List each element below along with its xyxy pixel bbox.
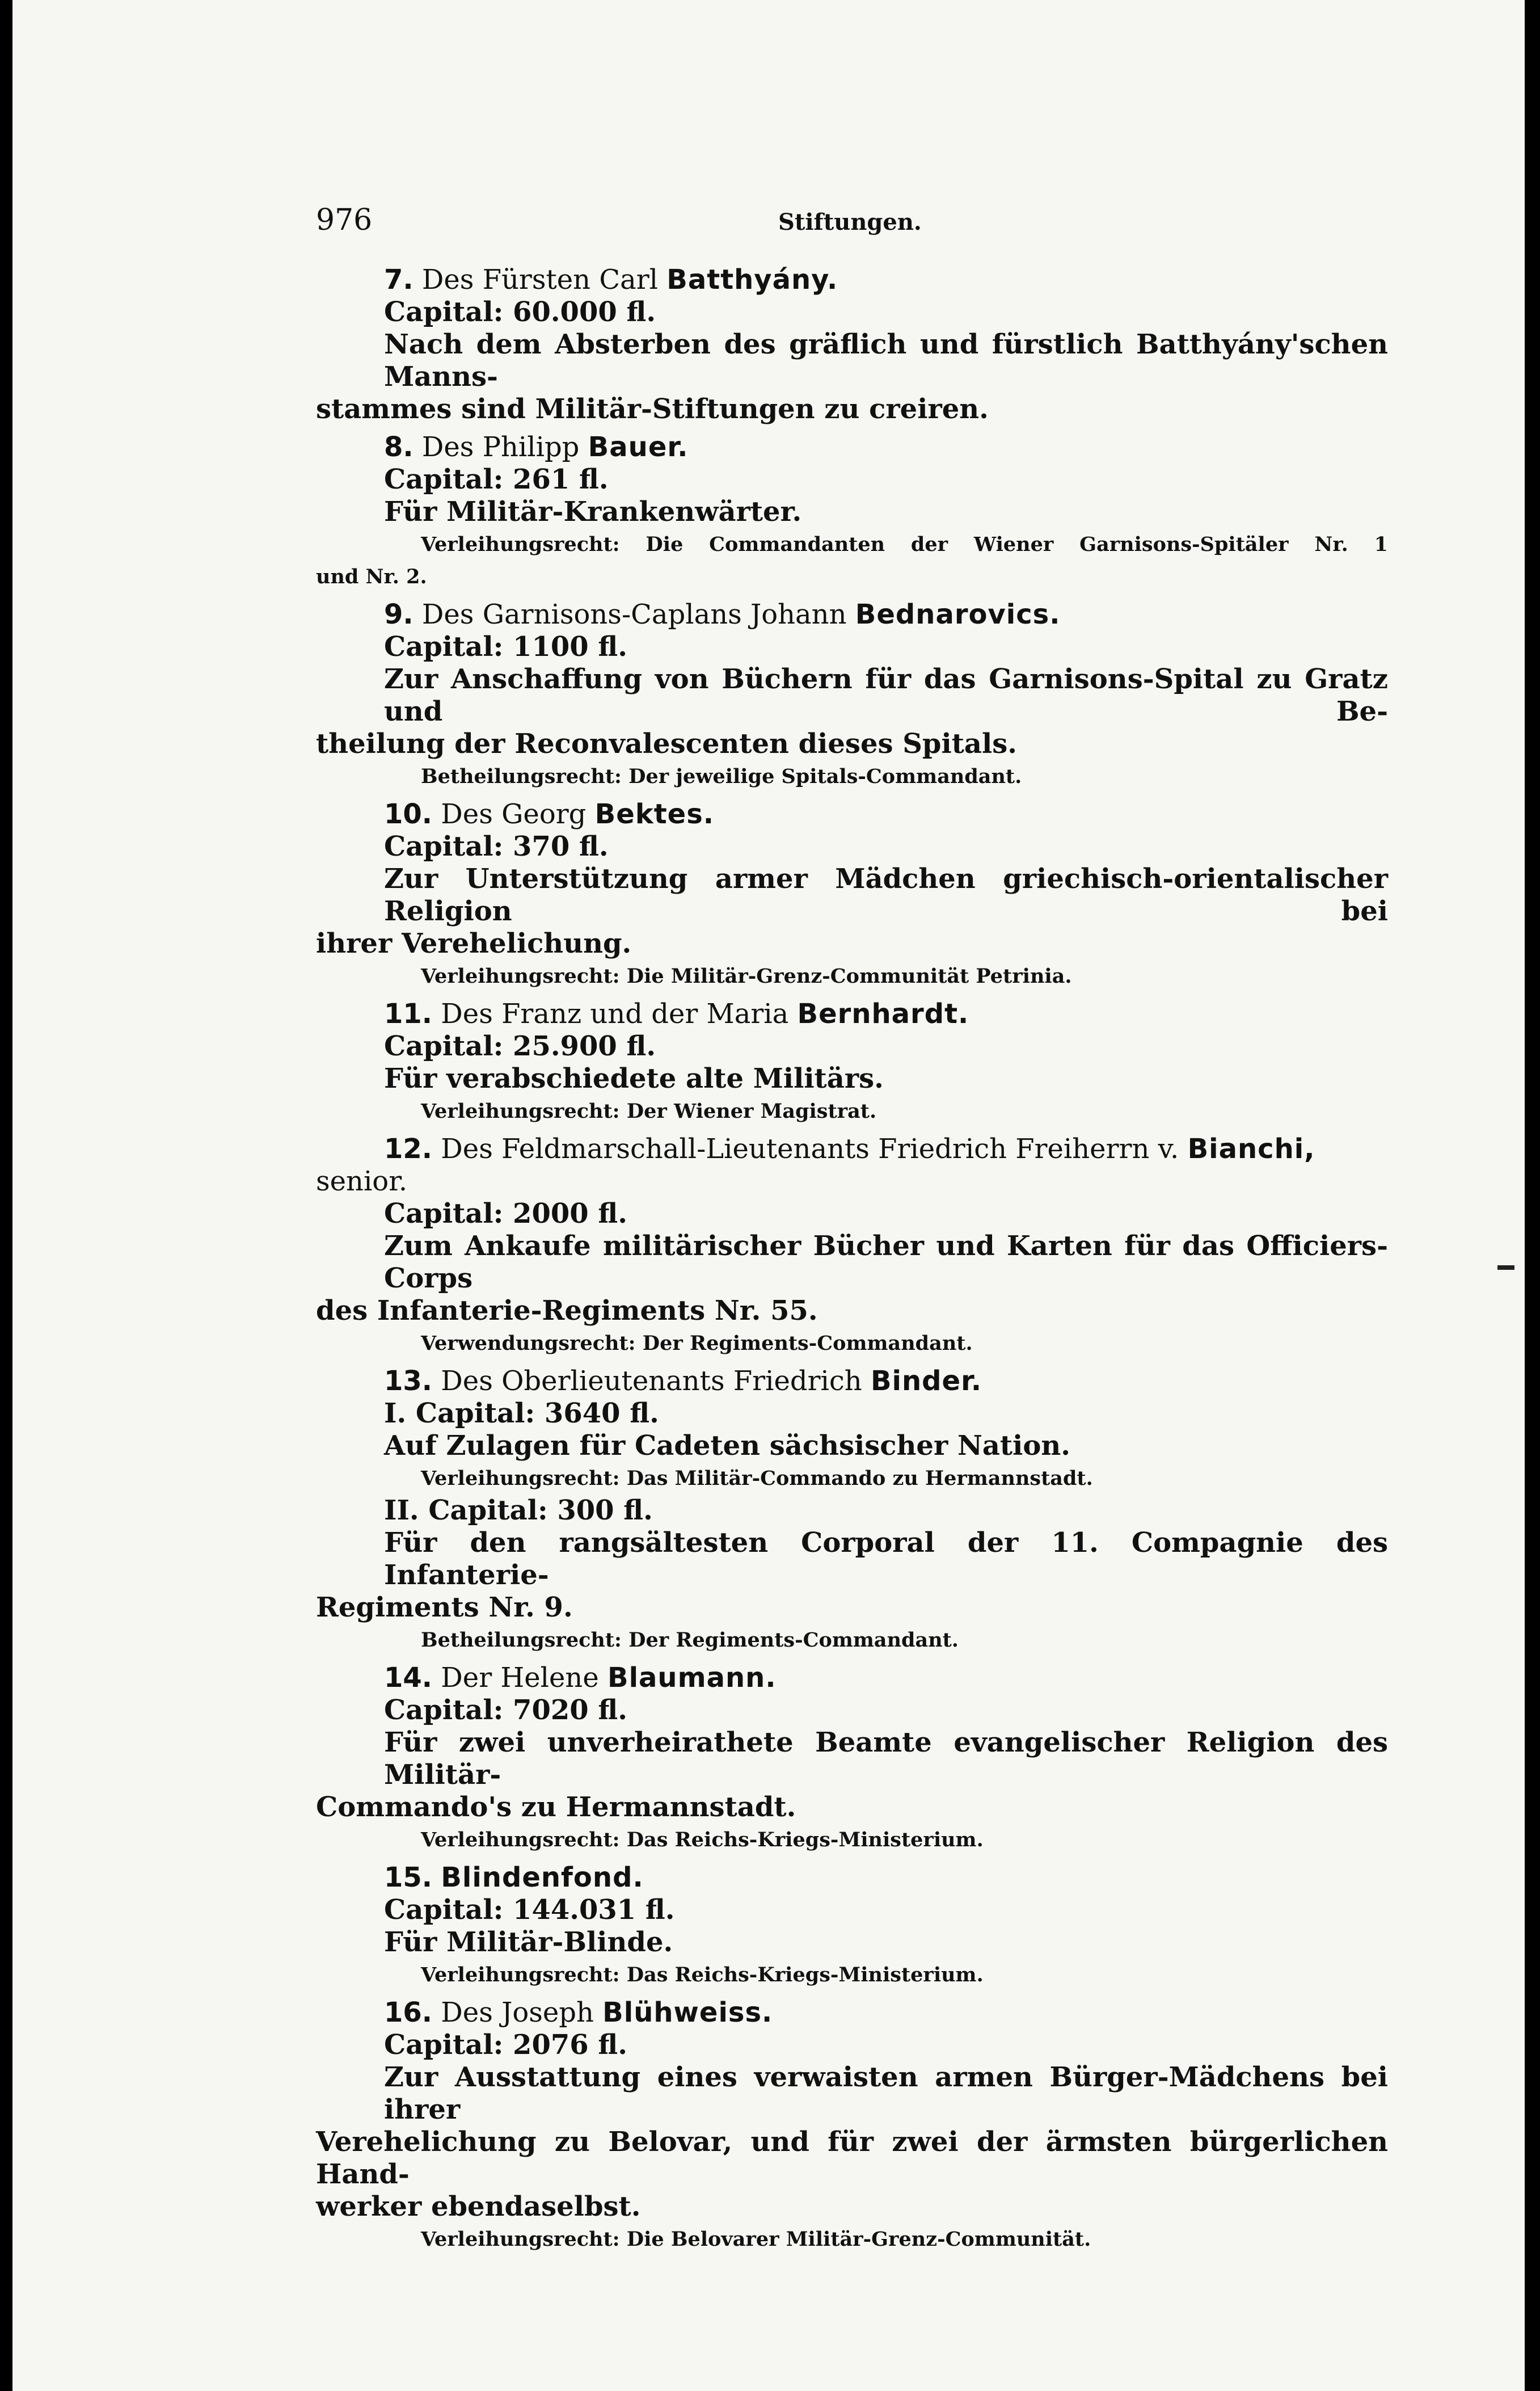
entry-title [316,1133,1388,1165]
entry-number: 16. [384,1997,433,2028]
entry-purpose: Zum Ankaufe militärischer Bücher und Karten für das Officiers-Corps [384,1230,1388,1294]
entry-number: 14. [384,1662,433,1694]
entry-capital: Capital: 1100 fl. [384,631,627,663]
entry-title-prefix: Des Garnisons-Caplans Johann [421,599,847,630]
entry-title [316,1997,1388,2029]
entry-purpose: Regiments Nr. 9. [316,1592,573,1623]
entry-number: 7. [384,264,414,296]
entry-title [316,798,1388,831]
entry-name: Bektes. [594,798,715,830]
entry-title-prefix: Des Feldmarschall-Lieutenants Friedrich Freiherrn v. [441,1133,1179,1165]
entry-title [316,1662,1388,1694]
entry-title-prefix: Des Philipp [421,431,580,463]
entry-title-prefix: Der Helene [441,1662,599,1694]
entry-purpose: Nach dem Absterben des gräflich und fürstlich Batthyány'schen Manns- [384,329,1388,393]
entry-title-prefix: Des Joseph [441,1997,594,2028]
entry-capital: II. Capital: 300 fl. [384,1495,653,1526]
entry-right: Verleihungsrecht: Die Belovarer Militär-Grenz-Communität. [421,2228,1091,2251]
entry-purpose: Zur Ausstattung eines verwaisten armen Bürger-Mädchens bei ihrer [384,2061,1388,2125]
entry-right: Verwendungsrecht: Der Regiments-Commandant. [421,1332,973,1355]
entry-name: Blindenfond. [441,1862,644,1893]
page-number: 976 [316,203,373,237]
entry-number: 10. [384,798,433,830]
entry-12 [316,1133,1388,1359]
entry-purpose: Zur Unterstützung armer Mädchen griechisch-orientalischer Religion bei [384,863,1388,927]
entry-name: Batthyány. [666,264,838,296]
entry-capital: Capital: 370 fl. [384,831,609,862]
entry-capital: I. Capital: 3640 fl. [384,1397,659,1429]
entry-15 [316,1862,1388,1991]
entry-title-prefix: Des Franz und der Maria [441,998,789,1030]
entry-number: 9. [384,599,414,630]
entry-name: Bernhardt. [797,998,969,1030]
entry-capital: Capital: 144.031 fl. [384,1894,675,1926]
entry-right: Verleihungsrecht: Das Reichs-Kriegs-Ministerium. [421,1963,984,1986]
entry-name: Bednarovics. [855,599,1061,630]
entry-title [316,998,1388,1030]
entry-purpose: des Infanterie-Regiments Nr. 55. [316,1295,818,1327]
entry-number: 15. [384,1862,433,1893]
entry-purpose: Für den rangsältesten Corporal der 11. Compagnie des Infanterie- [384,1527,1388,1591]
entry-number: 11. [384,998,433,1030]
entry-purpose: ihrer Verehelichung. [316,928,632,959]
entry-right: Verleihungsrecht: Die Militär-Grenz-Communität Petrinia. [421,965,1072,988]
entry-right: und Nr. 2. [316,565,427,588]
entry-right: Verleihungsrecht: Der Wiener Magistrat. [421,1100,877,1123]
entry-capital: Capital: 25.900 fl. [384,1030,656,1062]
entry-right: Betheilungsrecht: Der Regiments-Commandant. [421,1628,959,1652]
foundations-list [316,264,1388,2261]
book-page [12,0,1525,2391]
entry-number: 12. [384,1133,433,1165]
entry-purpose: Für Militär-Blinde. [384,1926,673,1958]
entry-number: 13. [384,1365,433,1397]
entry-purpose: theilung der Reconvalescenten dieses Spitals. [316,728,1017,760]
entry-13 [316,1365,1388,1656]
entry-14 [316,1662,1388,1856]
entry-right: Verleihungsrecht: Das Militär-Commando zu Hermannstadt. [421,1467,1093,1490]
entry-title [316,1862,1388,1894]
entry-name: Bauer. [588,431,689,463]
entry-title [316,1365,1388,1397]
entry-purpose: Für verabschiedete alte Militärs. [384,1063,884,1095]
entry-8 [316,431,1388,593]
entry-10 [316,798,1388,992]
entry-purpose: Zur Anschaffung von Büchern für das Garnisons-Spital zu Gratz und Be- [384,663,1388,727]
entry-right: Verleihungsrecht: Das Reichs-Kriegs-Ministerium. [421,1828,984,1851]
entry-name: Blaumann. [607,1662,777,1694]
running-title: Stiftungen. [778,209,922,235]
entry-title [316,264,1388,296]
entry-name: Binder. [870,1365,982,1397]
entry-title-prefix: Des Oberlieutenants Friedrich [441,1365,862,1397]
entry-title-prefix: Des Fürsten Carl [421,264,658,296]
entry-number: 8. [384,431,414,463]
page-header [316,203,1355,237]
entry-capital: Capital: 7020 fl. [384,1694,627,1726]
entry-purpose: Commando's zu Hermannstadt. [316,1791,796,1823]
entry-purpose: Auf Zulagen für Cadeten sächsischer Nation. [384,1430,1070,1462]
entry-capital: Capital: 2000 fl. [384,1198,627,1230]
entry-purpose: werker ebendaselbst. [316,2191,641,2222]
entry-11 [316,998,1388,1127]
entry-9 [316,599,1388,793]
entry-purpose: Verehelichung zu Belovar, und für zwei der ärmsten bürgerlichen Hand- [316,2126,1388,2190]
entry-right: Verleihungsrecht: Die Commandanten der Wiener Garnisons-Spitäler Nr. 1 [421,533,1388,556]
entry-title [316,599,1388,631]
entry-title-prefix: Des Georg [441,798,587,830]
entry-title-cont: senior. [316,1165,408,1197]
entry-capital: Capital: 261 fl. [384,464,609,495]
entry-16 [316,1997,1388,2255]
entry-right: Betheilungsrecht: Der jeweilige Spitals-Commandant. [421,765,1022,788]
entry-title [316,431,1388,464]
entry-capital: Capital: 2076 fl. [384,2029,627,2061]
entry-capital: Capital: 60.000 fl. [384,296,656,328]
entry-name: Blühweiss. [602,1997,773,2028]
entry-purpose: stammes sind Militär-Stiftungen zu creiren. [316,393,989,425]
entry-7 [316,264,1388,426]
margin-mark [1497,1265,1514,1270]
entry-purpose: Für zwei unverheirathete Beamte evangelischer Religion des Militär- [384,1727,1388,1791]
entry-purpose: Für Militär-Krankenwärter. [384,496,802,528]
entry-name: Bianchi, [1187,1133,1315,1165]
